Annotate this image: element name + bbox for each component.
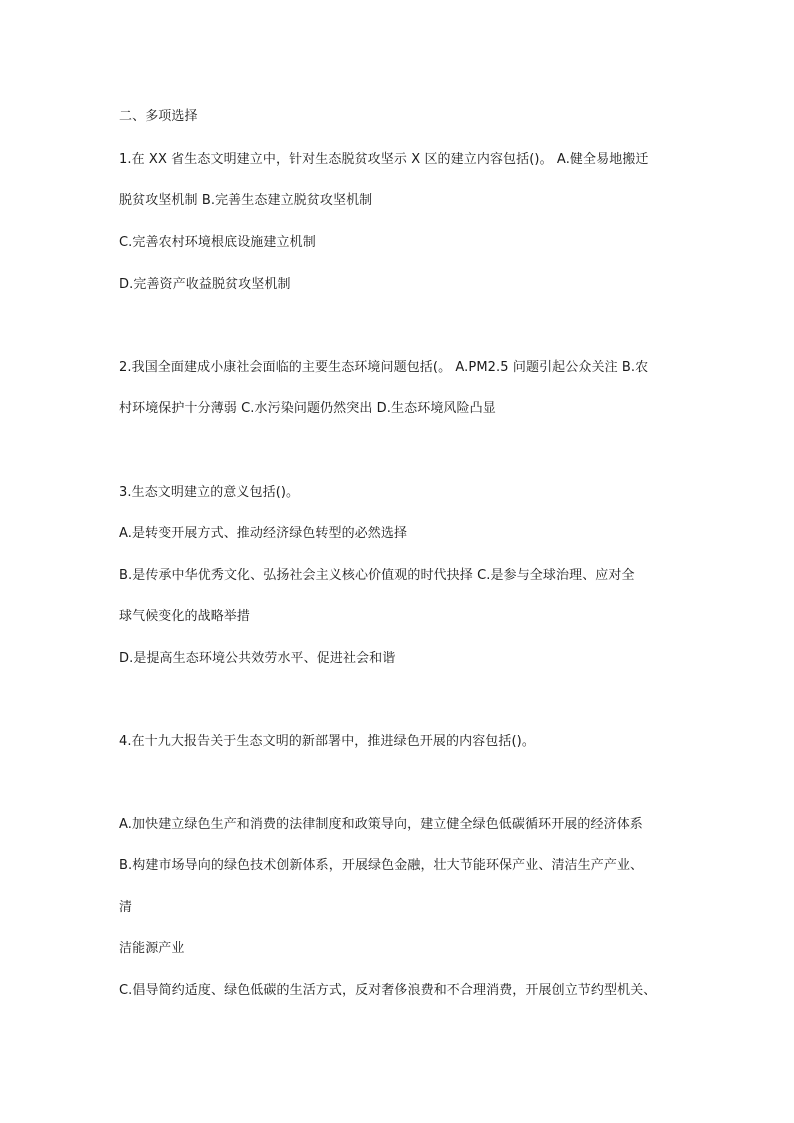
question-4-option-b-cont-1: 清 — [119, 900, 133, 915]
section-title: 二、多项选择 — [119, 109, 198, 124]
question-3-option-b: B.是传承中华优秀文化、弘扬社会主义核心价值观的时代抉择 C.是参与全球治理、应对全 — [119, 568, 635, 583]
question-4-option-b-cont-2: 洁能源产业 — [119, 941, 185, 956]
question-3-option-d: D.是提高生态环境公共效劳水平、促进社会和谐 — [119, 651, 396, 666]
question-3-title: 3.生态文明建立的意义包括()。 — [119, 485, 300, 500]
question-2-line-1: 2.我国全面建成小康社会面临的主要生态环境问题包括(。 A.PM2.5 问题引起公众关注 B.农 — [119, 360, 649, 375]
question-1-option-d: D.完善资产收益脱贫攻坚机制 — [119, 277, 291, 292]
question-3-option-a: A.是转变开展方式、推动经济绿色转型的必然选择 — [119, 526, 408, 541]
question-1-line-2: 脱贫攻坚机制 B.完善生态建立脱贫攻坚机制 — [119, 193, 373, 208]
question-1-option-c: C.完善农村环境根底设施建立机制 — [119, 235, 316, 250]
question-4-title: 4.在十九大报告关于生态文明的新部署中，推进绿色开展的内容包括()。 — [119, 734, 535, 749]
question-4-option-c: C.倡导简约适度、绿色低碳的生活方式，反对奢侈浪费和不合理消费，开展创立节约型机关、 — [119, 983, 657, 998]
question-3-option-b-cont: 球气候变化的战略举措 — [119, 609, 251, 624]
question-4-option-b: B.构建市场导向的绿色技术创新体系，开展绿色金融，壮大节能环保产业、清洁生产产业、 — [119, 858, 644, 873]
question-1-line-1: 1.在 XX 省生态文明建立中，针对生态脱贫攻坚示 X 区的建立内容包括()。 A.健全易地搬迁 — [119, 152, 649, 167]
question-4-option-a: A.加快建立绿色生产和消费的法律制度和政策导向，建立健全绿色低碳循环开展的经济体系 — [119, 817, 643, 832]
question-2-line-2: 村环境保护十分薄弱 C.水污染问题仍然突出 D.生态环境风险凸显 — [119, 401, 496, 416]
